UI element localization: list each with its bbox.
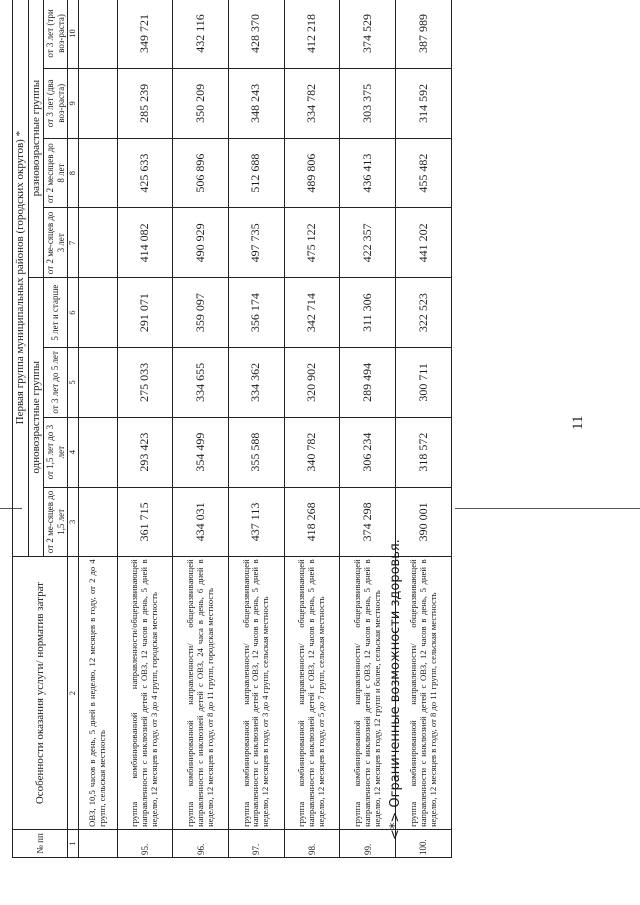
- cost-value: 434 031: [173, 487, 229, 557]
- cost-value: [78, 278, 117, 348]
- cost-value: 437 113: [229, 487, 285, 557]
- cost-value: 374 298: [340, 487, 396, 557]
- cost-value: 334 655: [173, 347, 229, 417]
- service-description: группа комбинированной направленности/ общеразвивающей направленности с инклюзией детей с ОВЗ, 24 часа в день, 6 дней в неделю, 12 месяцев в году, от 8 до 11 групп, городская местность: [173, 557, 229, 830]
- cost-value: 361 715: [117, 487, 173, 557]
- cost-value: 349 721: [117, 0, 173, 68]
- cost-value: 311 306: [340, 278, 396, 348]
- cost-value: 436 413: [340, 138, 396, 208]
- footnote: <*> Ограниченные возможности здоровья.: [388, 539, 403, 840]
- cost-value: 387 989: [396, 0, 452, 68]
- service-description: группа комбинированной направленности/ общеразвивающей направленности с инклюзией детей с ОВЗ, 12 часов в день, 5 дней в неделю, 12 месяцев в году, от 3 до 4 групп, сельская местность: [229, 557, 285, 830]
- cost-value: 320 902: [284, 347, 340, 417]
- cost-value: 475 122: [284, 208, 340, 278]
- cost-value: 414 082: [117, 208, 173, 278]
- cost-value: 422 357: [340, 208, 396, 278]
- cost-value: 512 688: [229, 138, 285, 208]
- age-column-header: от 3 лет (два воз-раста): [44, 68, 68, 138]
- column-index: 6: [67, 278, 78, 348]
- table-row: [78, 0, 117, 858]
- cost-value: [78, 68, 117, 138]
- column-index: 8: [67, 138, 78, 208]
- cost-value: 374 529: [340, 0, 396, 68]
- row-number: [78, 829, 117, 857]
- cost-value: 455 482: [396, 138, 452, 208]
- column-index: 4: [67, 417, 78, 487]
- column-index: 9: [67, 68, 78, 138]
- cost-value: 334 362: [229, 347, 285, 417]
- cost-value: 318 572: [396, 417, 452, 487]
- cost-value: 356 174: [229, 278, 285, 348]
- cost-standards-table: [12, 0, 452, 858]
- cost-value: 334 782: [284, 68, 340, 138]
- cost-value: [78, 0, 117, 68]
- cost-value: 342 714: [284, 278, 340, 348]
- cost-value: 354 499: [173, 417, 229, 487]
- page-number: 11: [570, 415, 586, 430]
- cost-value: 412 218: [284, 0, 340, 68]
- age-column-header: от 2 ме-сяцев до 3 лет: [44, 208, 68, 278]
- cost-value: 303 375: [340, 68, 396, 138]
- cost-value: 340 782: [284, 417, 340, 487]
- cost-value: 432 116: [173, 0, 229, 68]
- age-column-header: от 2 ме-сяцев до 1,5 лет: [44, 487, 68, 557]
- single-age-groups-header: одновозрастные группы: [28, 278, 44, 557]
- cost-value: 322 523: [396, 278, 452, 348]
- service-description: группа комбинированной направленности/ общеразвивающей направленности с инклюзией детей с ОВЗ, 12 часов в день, 5 дней в неделю, 12 месяцев в году, 12 групп и более, сельская местность: [340, 557, 396, 830]
- age-column-header: от 1,5 лет до 3 лет: [44, 417, 68, 487]
- cost-value: 355 588: [229, 417, 285, 487]
- age-column-header: 5 лет и старше: [44, 278, 68, 348]
- service-description: группа комбинированной направленности/ общеразвивающей направленности с инклюзией детей с ОВЗ, 12 часов в день, 5 дней в неделю, 12 месяцев в году, от 5 до 7 групп, сельская местность: [284, 557, 340, 830]
- age-column-header: от 3 лет до 5 лет: [44, 347, 68, 417]
- row-number: 99.: [340, 829, 396, 857]
- cost-value: [78, 208, 117, 278]
- column-index-row: [67, 0, 78, 858]
- cost-value: 291 071: [117, 278, 173, 348]
- cost-value: 490 929: [173, 208, 229, 278]
- cost-value: 285 239: [117, 68, 173, 138]
- age-column-header: от 3 лет (три воз-раста): [44, 0, 68, 68]
- column-index: 7: [67, 208, 78, 278]
- column-index: 2: [67, 557, 78, 830]
- row-number: 95.: [117, 829, 173, 857]
- group-header: Первая группа муниципальных районов (городских округов) *: [13, 0, 29, 557]
- column-index: 1: [67, 829, 78, 857]
- table-row: [229, 0, 285, 858]
- cost-value: [78, 347, 117, 417]
- table-row: [173, 0, 229, 858]
- cost-value: 428 370: [229, 0, 285, 68]
- cost-value: [78, 487, 117, 557]
- mixed-age-groups-header: разновозрастные группы: [28, 0, 44, 278]
- cost-value: 359 097: [173, 278, 229, 348]
- cost-value: 441 202: [396, 208, 452, 278]
- cost-value: 289 494: [340, 347, 396, 417]
- age-column-header: от 2 месяцев до 8 лет: [44, 138, 68, 208]
- service-description: группа комбинированной направленности/ общеразвивающей направленности с инклюзией детей с ОВЗ, 12 часов в день, 5 дней в неделю, 12 месяцев в году, от 8 до 11 групп, сельская местность: [396, 557, 452, 830]
- row-number: 100.: [396, 829, 452, 857]
- cost-value: 348 243: [229, 68, 285, 138]
- cost-value: 275 033: [117, 347, 173, 417]
- column-index: 3: [67, 487, 78, 557]
- cost-value: 300 711: [396, 347, 452, 417]
- cost-value: 314 592: [396, 68, 452, 138]
- cost-value: 293 423: [117, 417, 173, 487]
- rotated-table-container: [12, 0, 452, 858]
- scan-artifact-line-right: [455, 508, 640, 509]
- table-row: [117, 0, 173, 858]
- cost-value: 350 209: [173, 68, 229, 138]
- row-number: 96.: [173, 829, 229, 857]
- table-row: [396, 0, 452, 858]
- cost-value: 506 896: [173, 138, 229, 208]
- column-header-number: № пп: [13, 829, 68, 857]
- row-number: 97.: [229, 829, 285, 857]
- cost-value: [78, 417, 117, 487]
- column-index: 5: [67, 347, 78, 417]
- table-row: [284, 0, 340, 858]
- cost-value: 497 735: [229, 208, 285, 278]
- cost-value: 489 806: [284, 138, 340, 208]
- column-header-description: Особенности оказания услуги/ норматив затрат: [13, 557, 68, 830]
- service-description: группа комбинированной направленности/общеразвивающей направленности с инклюзией детей с ОВЗ, 12 часов в день, 5 дней в неделю, 12 месяцев в году, от 3 до 4 групп, городская местность: [117, 557, 173, 830]
- row-number: 98.: [284, 829, 340, 857]
- cost-value: 418 268: [284, 487, 340, 557]
- cost-value: [78, 138, 117, 208]
- service-description: ОВЗ, 10,5 часов в день, 5 дней в неделю, 12 месяцев в году, от 2 до 4 групп, сельская местность: [78, 557, 117, 830]
- column-index: 10: [67, 0, 78, 68]
- cost-value: 390 001: [396, 487, 452, 557]
- cost-value: 425 633: [117, 138, 173, 208]
- cost-value: 306 234: [340, 417, 396, 487]
